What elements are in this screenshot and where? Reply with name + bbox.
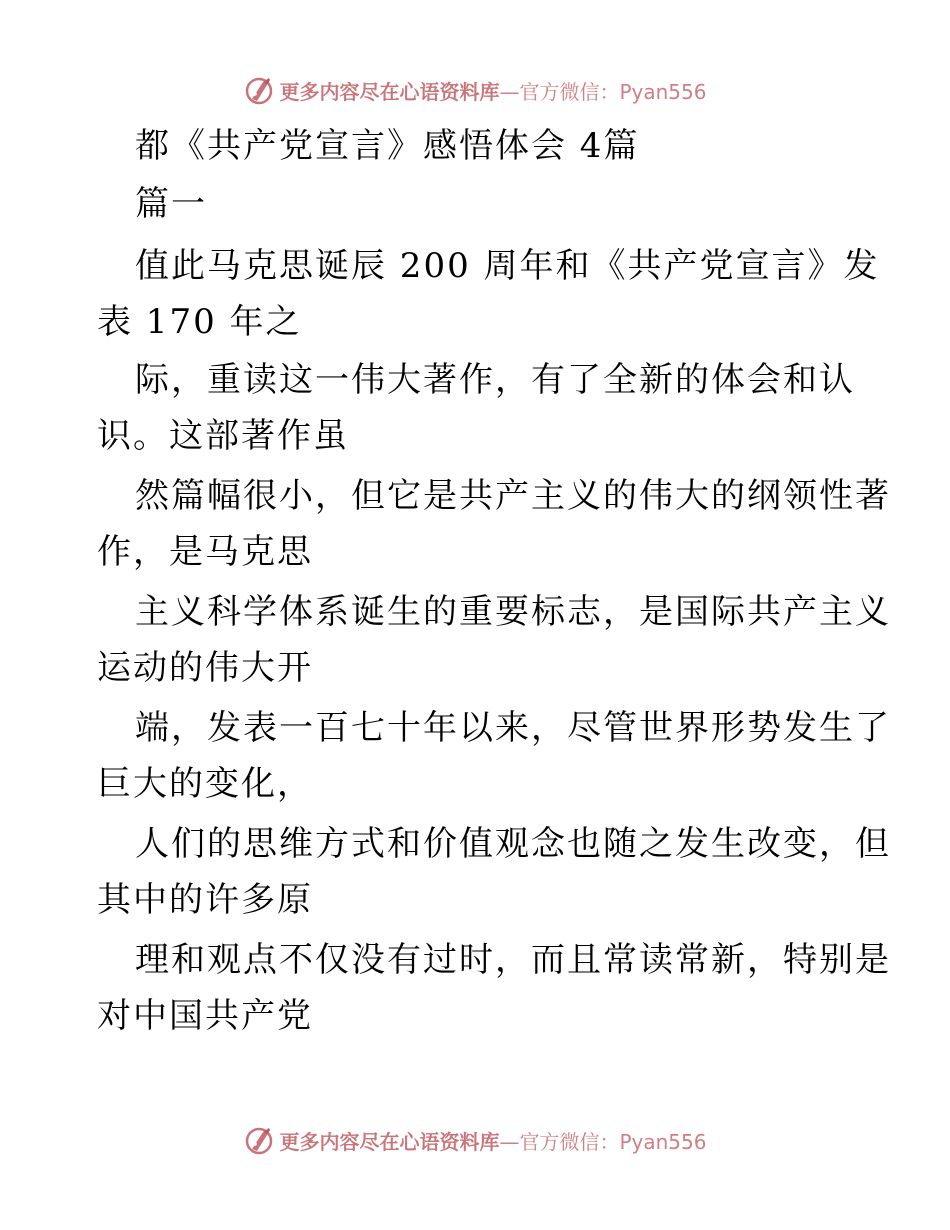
paragraph-line: 识。这部著作虽 [97,416,349,456]
section-heading: 篇一 [135,184,207,224]
document-title: 都《共产党宣言》感悟体会 4篇 [135,126,640,166]
pen-nib-icon [243,1124,275,1156]
paragraph-line: 其中的许多原 [97,880,313,920]
pen-nib-icon [243,74,275,106]
banner-main-text: 更多内容尽在心语资料库 [279,1129,500,1154]
paragraph-line: 值此马克思诞辰 200 周年和《共产党宣言》发 [135,246,880,286]
paragraph-line: 运动的伟大开 [97,648,313,688]
paragraph-line: 际，重读这一伟大著作，有了全新的体会和认 [135,360,855,400]
paragraph-line: 然篇幅很小，但它是共产主义的伟大的纲领性著 [135,476,891,516]
banner-wechat-text: —官方微信：Pyan556 [499,1129,707,1154]
paragraph-line: 理和观点不仅没有过时，而且常读常新，特别是 [135,940,891,980]
paragraph-line: 端，发表一百七十年以来，尽管世界形势发生了 [135,708,891,748]
paragraph-line: 对中国共产党 [97,996,313,1036]
paragraph-line: 表 170 年之 [97,302,302,342]
paragraph-line: 巨大的变化， [97,764,313,804]
header-banner [0,70,950,110]
banner-main-text: 更多内容尽在心语资料库 [279,79,500,104]
banner-text [279,76,706,105]
footer-banner [0,1120,950,1160]
paragraph-line: 人们的思维方式和价值观念也随之发生改变，但 [135,824,891,864]
banner-wechat-text: —官方微信：Pyan556 [499,79,707,104]
banner-text [279,1126,706,1155]
paragraph-line: 主义科学体系诞生的重要标志，是国际共产主义 [135,592,891,632]
paragraph-line: 作，是马克思 [97,532,313,572]
